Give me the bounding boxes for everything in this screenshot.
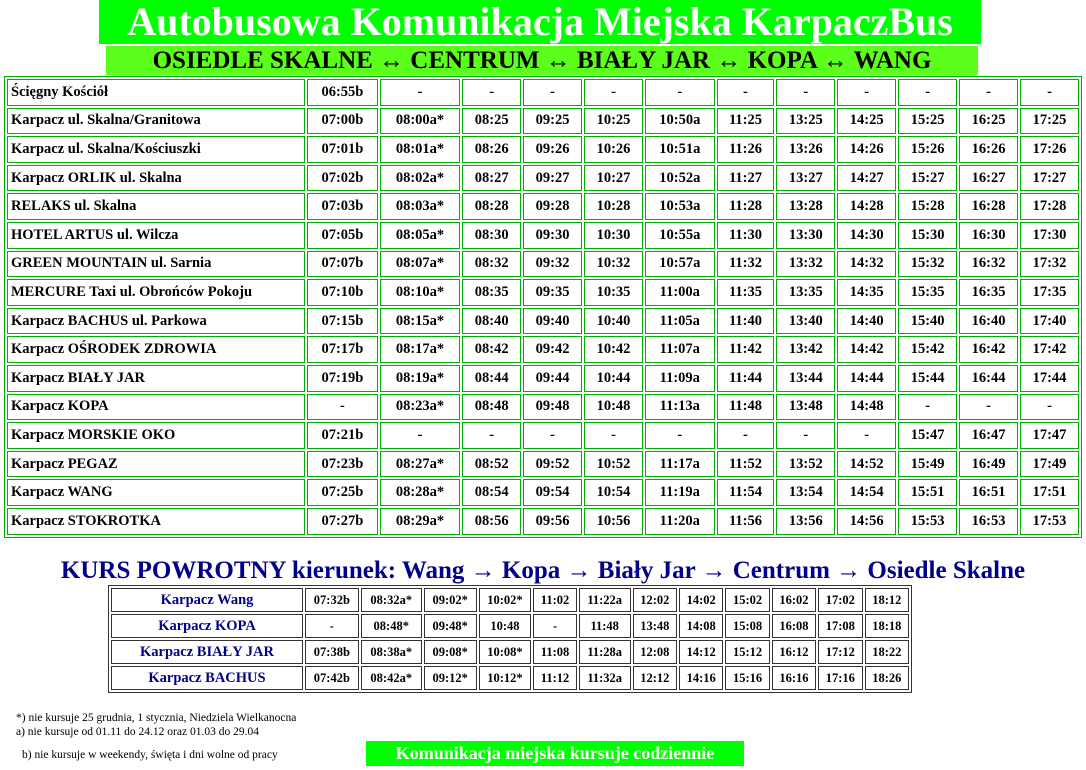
departure-time: 16:27 [959, 165, 1018, 192]
departure-time: 10:48 [584, 394, 643, 421]
stop-name: RELAKS ul. Skalna [7, 193, 305, 220]
departure-time: 11:25 [717, 108, 775, 135]
departure-time: 15:25 [898, 108, 957, 135]
departure-time: 10:55a [645, 222, 715, 249]
departure-time: 14:56 [837, 508, 896, 535]
departure-time: 11:07a [645, 336, 715, 363]
departure-time: 08:00a* [380, 108, 460, 135]
stop-name: Ścięgny Kościół [7, 79, 305, 106]
departure-time: 14:30 [837, 222, 896, 249]
departure-time: 09:48 [523, 394, 582, 421]
departure-time: 11:30 [717, 222, 775, 249]
departure-time: - [523, 422, 582, 449]
table-row [111, 640, 909, 664]
departure-time: 07:42b [305, 666, 359, 690]
departure-time: 07:17b [307, 336, 378, 363]
departure-time: 11:28 [717, 193, 775, 220]
departure-time: 17:51 [1020, 479, 1079, 506]
departure-time: 09:52 [523, 451, 582, 478]
departure-time: 15:49 [898, 451, 957, 478]
departure-time: 14:35 [837, 279, 896, 306]
departure-time: 13:28 [776, 193, 835, 220]
departure-time: 07:38b [305, 640, 359, 664]
departure-time: 10:25 [584, 108, 643, 135]
departure-time: 11:17a [645, 451, 715, 478]
footnote-a: a) nie kursuje od 01.11 do 24.12 oraz 01.03 do 29.04 [16, 726, 259, 738]
departure-time: 14:44 [837, 365, 896, 392]
table-row [7, 479, 1079, 506]
page-title: Autobusowa Komunikacja Miejska KarpaczBus [99, 0, 981, 44]
stop-name: Karpacz BIAŁY JAR [111, 640, 303, 664]
departure-time: 17:25 [1020, 108, 1079, 135]
stop-name: GREEN MOUNTAIN ul. Sarnia [7, 251, 305, 278]
departure-time: 10:52a [645, 165, 715, 192]
departure-time: 09:32 [523, 251, 582, 278]
departure-time: 08:48 [462, 394, 521, 421]
stop-name: MERCURE Taxi ul. Obrońców Pokoju [7, 279, 305, 306]
departure-time: 14:08 [679, 614, 723, 638]
departure-time: 09:44 [523, 365, 582, 392]
departure-time: 08:54 [462, 479, 521, 506]
departure-time: 10:54 [584, 479, 643, 506]
departure-time: 08:02a* [380, 165, 460, 192]
departure-time: 10:44 [584, 365, 643, 392]
departure-time: 13:52 [776, 451, 835, 478]
departure-time: 07:10b [307, 279, 378, 306]
departure-time: - [584, 422, 643, 449]
table-row [111, 588, 909, 612]
departure-time: 17:27 [1020, 165, 1079, 192]
stop-name: Karpacz OŚRODEK ZDROWIA [7, 336, 305, 363]
departure-time: 14:12 [679, 640, 723, 664]
departure-time: 07:15b [307, 308, 378, 335]
table-row [111, 614, 909, 638]
departure-time: 08:25 [462, 108, 521, 135]
departure-time: 16:32 [959, 251, 1018, 278]
departure-time: 16:49 [959, 451, 1018, 478]
departure-time: 16:40 [959, 308, 1018, 335]
departure-time: 18:26 [865, 666, 909, 690]
departure-time: 13:42 [776, 336, 835, 363]
table-row [7, 394, 1079, 421]
departure-time: 15:35 [898, 279, 957, 306]
departure-time: 13:32 [776, 251, 835, 278]
departure-time: 17:44 [1020, 365, 1079, 392]
table-row [7, 108, 1079, 135]
departure-time: - [717, 79, 775, 106]
departure-time: 08:05a* [380, 222, 460, 249]
stop-name: Karpacz ul. Skalna/Granitowa [7, 108, 305, 135]
departure-time: 08:28a* [380, 479, 460, 506]
departure-time: - [959, 79, 1018, 106]
departure-time: 07:07b [307, 251, 378, 278]
table-row [7, 365, 1079, 392]
departure-time: 10:56 [584, 508, 643, 535]
departure-time: 08:10a* [380, 279, 460, 306]
departure-time: 17:49 [1020, 451, 1079, 478]
departure-time: 16:47 [959, 422, 1018, 449]
departure-time: 06:55b [307, 79, 378, 106]
departure-time: 08:42a* [361, 666, 422, 690]
departure-time: 08:03a* [380, 193, 460, 220]
departure-time: 16:30 [959, 222, 1018, 249]
departure-time: 10:32 [584, 251, 643, 278]
departure-time: 14:25 [837, 108, 896, 135]
departure-time: - [898, 394, 957, 421]
table-row [7, 165, 1079, 192]
departure-time: 16:44 [959, 365, 1018, 392]
departure-time: 08:32a* [361, 588, 422, 612]
departure-time: 08:27a* [380, 451, 460, 478]
departure-time: 16:08 [772, 614, 816, 638]
departure-time: 13:40 [776, 308, 835, 335]
departure-time: 12:08 [633, 640, 677, 664]
departure-time: 14:48 [837, 394, 896, 421]
departure-time: 14:42 [837, 336, 896, 363]
stop-name: Karpacz BACHUS ul. Parkowa [7, 308, 305, 335]
table-row [7, 222, 1079, 249]
departure-time: 08:23a* [380, 394, 460, 421]
departure-time: 15:32 [898, 251, 957, 278]
departure-time: 15:40 [898, 308, 957, 335]
departure-time: 09:40 [523, 308, 582, 335]
departure-time: 17:02 [818, 588, 862, 612]
departure-time: 09:30 [523, 222, 582, 249]
departure-time: 07:02b [307, 165, 378, 192]
departure-time: - [717, 422, 775, 449]
departure-time: 10:48 [479, 614, 532, 638]
departure-time: - [380, 422, 460, 449]
departure-time: 17:30 [1020, 222, 1079, 249]
departure-time: 12:02 [633, 588, 677, 612]
departure-time: 08:38a* [361, 640, 422, 664]
departure-time: 13:27 [776, 165, 835, 192]
departure-time: 17:35 [1020, 279, 1079, 306]
departure-time: 11:32a [579, 666, 631, 690]
departure-time: 07:00b [307, 108, 378, 135]
departure-time: 09:08* [424, 640, 477, 664]
departure-time: 08:35 [462, 279, 521, 306]
table-row [7, 336, 1079, 363]
departure-time: 08:44 [462, 365, 521, 392]
departure-time: 09:26 [523, 136, 582, 163]
departure-time: 10:42 [584, 336, 643, 363]
departure-time: - [645, 79, 715, 106]
departure-time: 17:16 [818, 666, 862, 690]
departure-time: 13:26 [776, 136, 835, 163]
departure-time: 07:32b [305, 588, 359, 612]
departure-time: 17:32 [1020, 251, 1079, 278]
departure-time: 15:08 [725, 614, 769, 638]
departure-time: 08:07a* [380, 251, 460, 278]
departure-time: 07:23b [307, 451, 378, 478]
departure-time: 07:21b [307, 422, 378, 449]
departure-time: 11:02 [533, 588, 576, 612]
departure-time: 18:12 [865, 588, 909, 612]
departure-time: 15:53 [898, 508, 957, 535]
departure-time: - [645, 422, 715, 449]
departure-time: 08:26 [462, 136, 521, 163]
departure-time: 14:02 [679, 588, 723, 612]
departure-time: 12:12 [633, 666, 677, 690]
departure-time: 13:44 [776, 365, 835, 392]
departure-time: 16:25 [959, 108, 1018, 135]
table-row [7, 193, 1079, 220]
departure-time: 17:28 [1020, 193, 1079, 220]
departure-time: - [776, 79, 835, 106]
departure-time: 09:48* [424, 614, 477, 638]
departure-time: - [305, 614, 359, 638]
departure-time: 10:27 [584, 165, 643, 192]
departure-time: 14:40 [837, 308, 896, 335]
departure-time: 11:54 [717, 479, 775, 506]
departure-time: 14:52 [837, 451, 896, 478]
route-subtitle: OSIEDLE SKALNE ↔ CENTRUM ↔ BIAŁY JAR ↔ KOPA ↔ WANG [106, 46, 978, 75]
departure-time: 15:42 [898, 336, 957, 363]
departure-time: 11:56 [717, 508, 775, 535]
departure-time: 08:40 [462, 308, 521, 335]
departure-time: 10:51a [645, 136, 715, 163]
table-row [7, 508, 1079, 535]
departure-time: 13:35 [776, 279, 835, 306]
departure-time: 13:48 [633, 614, 677, 638]
departure-time: - [462, 422, 521, 449]
departure-time: 17:42 [1020, 336, 1079, 363]
departure-time: 10:30 [584, 222, 643, 249]
departure-time: 10:40 [584, 308, 643, 335]
departure-time: 13:54 [776, 479, 835, 506]
departure-time: 15:28 [898, 193, 957, 220]
departure-time: 18:18 [865, 614, 909, 638]
table-row [7, 136, 1079, 163]
departure-time: 13:30 [776, 222, 835, 249]
departure-time: 16:53 [959, 508, 1018, 535]
departure-time: 11:32 [717, 251, 775, 278]
departure-time: 11:35 [717, 279, 775, 306]
stop-name: Karpacz STOKROTKA [7, 508, 305, 535]
departure-time: 17:12 [818, 640, 862, 664]
departure-time: 08:01a* [380, 136, 460, 163]
table-row [7, 279, 1079, 306]
departure-time: 08:30 [462, 222, 521, 249]
departure-time: 15:30 [898, 222, 957, 249]
departure-time: 08:27 [462, 165, 521, 192]
departure-time: 14:16 [679, 666, 723, 690]
return-timetable [108, 585, 912, 693]
footnote-b: b) nie kursuje w weekendy, święta i dni wolne od pracy [22, 749, 278, 761]
departure-time: - [1020, 79, 1079, 106]
departure-time: 11:12 [533, 666, 576, 690]
departure-time: 13:56 [776, 508, 835, 535]
departure-time: 10:35 [584, 279, 643, 306]
departure-time: 14:26 [837, 136, 896, 163]
departure-time: 13:48 [776, 394, 835, 421]
departure-time: - [380, 79, 460, 106]
departure-time: 15:27 [898, 165, 957, 192]
departure-time: - [584, 79, 643, 106]
stop-name: Karpacz BIAŁY JAR [7, 365, 305, 392]
departure-time: 11:26 [717, 136, 775, 163]
departure-time: 11:20a [645, 508, 715, 535]
departure-time: 08:32 [462, 251, 521, 278]
departure-time: - [837, 422, 896, 449]
departure-time: 18:22 [865, 640, 909, 664]
table-row [7, 79, 1079, 106]
departure-time: 16:12 [772, 640, 816, 664]
departure-time: 15:16 [725, 666, 769, 690]
departure-time: 10:52 [584, 451, 643, 478]
departure-time: 10:12* [479, 666, 532, 690]
departure-time: 07:05b [307, 222, 378, 249]
departure-time: 08:52 [462, 451, 521, 478]
stop-name: Karpacz WANG [7, 479, 305, 506]
stop-name: Karpacz BACHUS [111, 666, 303, 690]
departure-time: 14:32 [837, 251, 896, 278]
departure-time: 10:53a [645, 193, 715, 220]
departure-time: 16:42 [959, 336, 1018, 363]
departure-time: 09:02* [424, 588, 477, 612]
departure-time: 07:19b [307, 365, 378, 392]
departure-time: 08:19a* [380, 365, 460, 392]
departure-time: 08:56 [462, 508, 521, 535]
departure-time: 16:26 [959, 136, 1018, 163]
departure-time: 14:54 [837, 479, 896, 506]
departure-time: 17:40 [1020, 308, 1079, 335]
departure-time: 16:16 [772, 666, 816, 690]
departure-time: 13:25 [776, 108, 835, 135]
departure-time: - [307, 394, 378, 421]
departure-time: 16:35 [959, 279, 1018, 306]
departure-time: - [462, 79, 521, 106]
departure-time: 09:12* [424, 666, 477, 690]
stop-name: Karpacz KOPA [111, 614, 303, 638]
departure-time: 09:56 [523, 508, 582, 535]
departure-time: 11:27 [717, 165, 775, 192]
stop-name: Karpacz Wang [111, 588, 303, 612]
departure-time: 17:47 [1020, 422, 1079, 449]
departure-time: - [1020, 394, 1079, 421]
departure-time: 15:02 [725, 588, 769, 612]
stop-name: Karpacz PEGAZ [7, 451, 305, 478]
departure-time: 14:28 [837, 193, 896, 220]
departure-time: 11:48 [579, 614, 631, 638]
table-row [7, 251, 1079, 278]
table-row [7, 451, 1079, 478]
departure-time: 08:28 [462, 193, 521, 220]
departure-time: 08:17a* [380, 336, 460, 363]
stop-name: Karpacz MORSKIE OKO [7, 422, 305, 449]
departure-time: 16:51 [959, 479, 1018, 506]
departure-time: - [959, 394, 1018, 421]
departure-time: 09:28 [523, 193, 582, 220]
departure-time: 09:27 [523, 165, 582, 192]
departure-time: 10:50a [645, 108, 715, 135]
footnote-star: *) nie kursuje 25 grudnia, 1 stycznia, Niedziela Wielkanocna [16, 712, 297, 724]
stop-name: Karpacz ul. Skalna/Kościuszki [7, 136, 305, 163]
departure-time: 09:42 [523, 336, 582, 363]
departure-time: 09:25 [523, 108, 582, 135]
table-row [7, 308, 1079, 335]
departure-time: 07:27b [307, 508, 378, 535]
departure-time: 10:08* [479, 640, 532, 664]
departure-time: 11:19a [645, 479, 715, 506]
table-row [7, 422, 1079, 449]
departure-time: 17:53 [1020, 508, 1079, 535]
departure-time: 11:28a [579, 640, 631, 664]
departure-time: 11:40 [717, 308, 775, 335]
stop-name: Karpacz ORLIK ul. Skalna [7, 165, 305, 192]
departure-time: 07:01b [307, 136, 378, 163]
departure-time: 11:09a [645, 365, 715, 392]
departure-time: 08:29a* [380, 508, 460, 535]
main-timetable [4, 76, 1082, 538]
departure-time: 17:08 [818, 614, 862, 638]
departure-time: 11:52 [717, 451, 775, 478]
departure-time: 11:05a [645, 308, 715, 335]
stop-name: HOTEL ARTUS ul. Wilcza [7, 222, 305, 249]
departure-time: 15:12 [725, 640, 769, 664]
departure-time: 10:26 [584, 136, 643, 163]
departure-time: 15:44 [898, 365, 957, 392]
departure-time: 11:13a [645, 394, 715, 421]
departure-time: 11:44 [717, 365, 775, 392]
departure-time: 09:35 [523, 279, 582, 306]
departure-time: 08:15a* [380, 308, 460, 335]
departure-time: 09:54 [523, 479, 582, 506]
departure-time: 08:48* [361, 614, 422, 638]
departure-time: 16:28 [959, 193, 1018, 220]
stop-name: Karpacz KOPA [7, 394, 305, 421]
departure-time: 08:42 [462, 336, 521, 363]
departure-time: 17:26 [1020, 136, 1079, 163]
departure-time: 16:02 [772, 588, 816, 612]
return-trip-title: KURS POWROTNY kierunek: Wang → Kopa → Biały Jar → Centrum → Osiedle Skalne [60, 557, 1026, 584]
departure-time: - [898, 79, 957, 106]
departure-time: 14:27 [837, 165, 896, 192]
departure-time: 10:02* [479, 588, 532, 612]
departure-time: 11:22a [579, 588, 631, 612]
departure-time: - [837, 79, 896, 106]
departure-time: 11:00a [645, 279, 715, 306]
departure-time: 10:57a [645, 251, 715, 278]
departure-time: 15:51 [898, 479, 957, 506]
departure-time: 07:25b [307, 479, 378, 506]
departure-time: - [776, 422, 835, 449]
departure-time: 07:03b [307, 193, 378, 220]
departure-time: 10:28 [584, 193, 643, 220]
departure-time: 11:08 [533, 640, 576, 664]
daily-notice: Komunikacja miejska kursuje codziennie [366, 741, 744, 766]
departure-time: 11:48 [717, 394, 775, 421]
departure-time: - [523, 79, 582, 106]
departure-time: 11:42 [717, 336, 775, 363]
departure-time: - [533, 614, 576, 638]
departure-time: 15:47 [898, 422, 957, 449]
departure-time: 15:26 [898, 136, 957, 163]
table-row [111, 666, 909, 690]
